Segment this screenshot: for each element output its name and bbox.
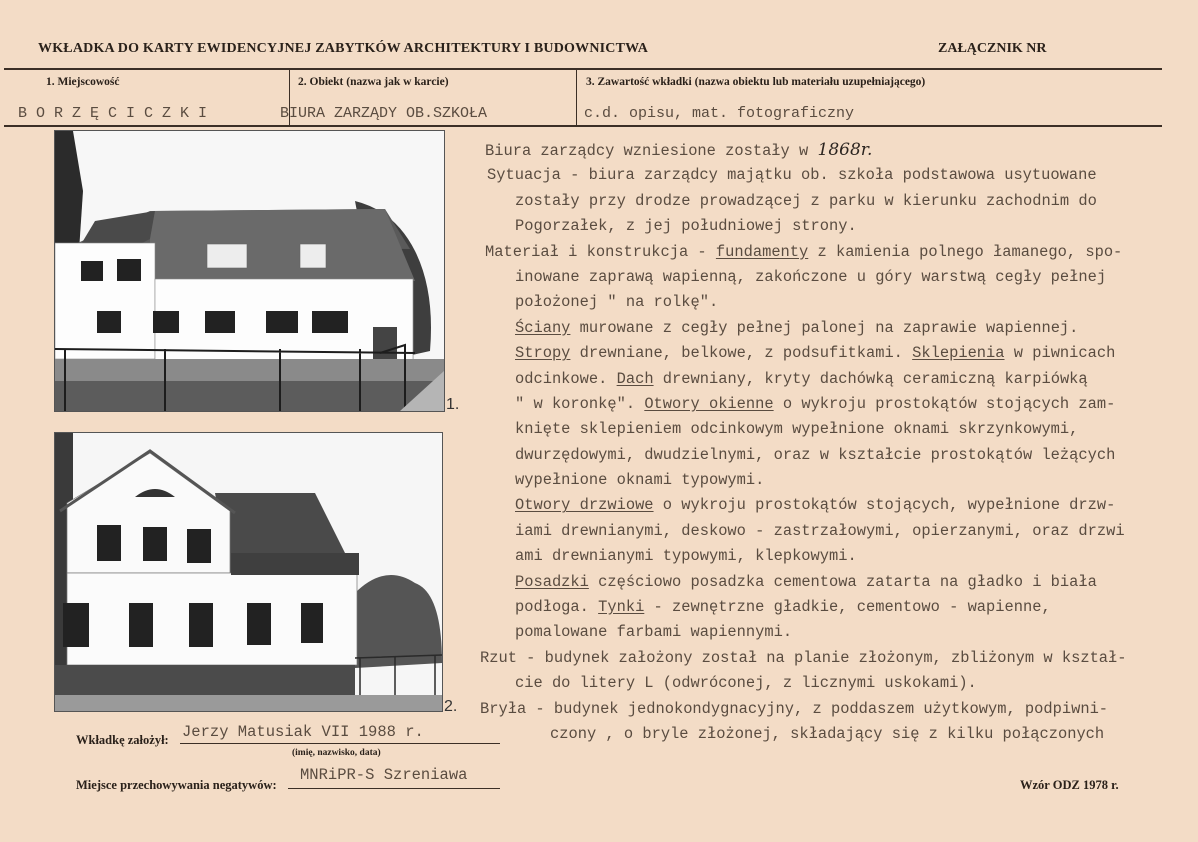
author-note: (imię, nazwisko, data) [292,748,381,758]
description-line: cie do litery L (odwróconej, z licznymi uskokami). [515,674,977,693]
description-text [480,138,1185,747]
locality-label: 1. Miejscowość [46,76,120,88]
photo-2-building [55,433,442,711]
description-line: Stropy drewniane, belkowe, z podsufitkami. Sklepienia w piwnicach [515,344,1116,363]
handwritten-year: 1868r. [817,140,873,160]
photo-1 [54,130,445,412]
author-underline [180,743,500,744]
author-value: Jerzy Matusiak VII 1988 r. [182,723,424,741]
description-line: położonej " na rolkę". [515,293,719,312]
description-line: Sytuacja - biura zarządcy majątku ob. szkoła podstawowa usytuowane [487,166,1097,185]
description-line: dwurzędowymi, dwudzielnymi, oraz w kształcie prostokątów leżących [515,445,1116,464]
description-line: Biura zarządcy wzniesione zostały w 1868r. [485,140,873,160]
negatives-label: Miejsce przechowywania negatywów: [76,778,277,792]
description-line: wypełnione oknami typowymi. [515,471,765,490]
page-title: WKŁADKA DO KARTY EWIDENCYJNEJ ZABYTKÓW ARCHITEKTURY I BUDOWNICTWA [38,41,649,56]
contents-label: 3. Zawartość wkładki (nazwa obiektu lub materiału uzupełniającego) [586,76,926,88]
description-line: Bryła - budynek jednokondygnacyjny, z poddaszem użytkowym, podpiwni- [480,699,1109,718]
description-line: Rzut - budynek założony został na planie złożonym, zbliżonym w kształ- [480,648,1127,667]
field-divider-2 [576,70,577,125]
description-line: pomalowane farbami wapiennymi. [515,623,793,642]
description-line: ami drewnianymi typowymi, klepkowymi. [515,547,857,566]
annex-number: ZAŁĄCZNIK NR [938,41,1047,56]
description-line: Materiał i konstrukcja - fundamenty z kamienia polnego łamanego, spo- [485,242,1123,261]
photo-1-building [55,131,444,411]
object-label: 2. Obiekt (nazwa jak w karcie) [298,76,449,88]
description-line: czony , o bryle złożonej, składający się z kilku połączonych [550,724,1105,743]
header-rule-top [4,68,1162,70]
description-line: inowane zaprawą wapienną, zakończone u góry warstwą cegły pełnej [515,267,1107,286]
form-model: Wzór ODZ 1978 r. [1020,778,1119,792]
description-line: Ściany murowane z cegły pełnej palonej na zaprawie wapiennej. [515,318,1079,337]
locality-value: B O R Z Ę C I C Z K I [18,105,208,122]
negatives-value: MNRiPR-S Szreniawa [300,766,468,784]
contents-value: c.d. opisu, mat. fotograficzny [584,105,855,122]
description-line: podłoga. Tynki - zewnętrzne gładkie, cementowo - wapienne, [515,598,1051,617]
description-line: knięte sklepieniem odcinkowym wypełnione oknami skrzynkowymi, [515,420,1079,439]
photo-1-number: 1. [446,396,460,413]
photo-2-number: 2. [444,698,458,715]
negatives-underline [288,788,500,789]
description-line: zostały przy drodze prowadzącej z parku w kierunku zachodnim do [515,191,1097,210]
description-line: Posadzki częściowo posadzka cementowa zatarta na gładko i biała [515,572,1097,591]
description-line: iami drewnianymi, deskowo - zastrzałowymi, opierzanymi, oraz drzwi [515,521,1125,540]
description-line: Pogorzałek, z jej południowej strony. [515,217,857,236]
author-label: Wkładkę założył: [76,733,169,747]
photo-2 [54,432,443,712]
description-line: Otwory drzwiowe o wykroju prostokątów stojących, wypełnione drzw- [515,496,1116,515]
header-rule-bottom [4,125,1162,127]
description-line: odcinkowe. Dach drewniany, kryty dachówką ceramiczną karpiówką [515,369,1088,388]
object-value: BIURA ZARZĄDY OB.SZKOŁA [280,105,488,122]
description-line: " w koronkę". Otwory okienne o wykroju prostokątów stojących zam- [515,394,1116,413]
